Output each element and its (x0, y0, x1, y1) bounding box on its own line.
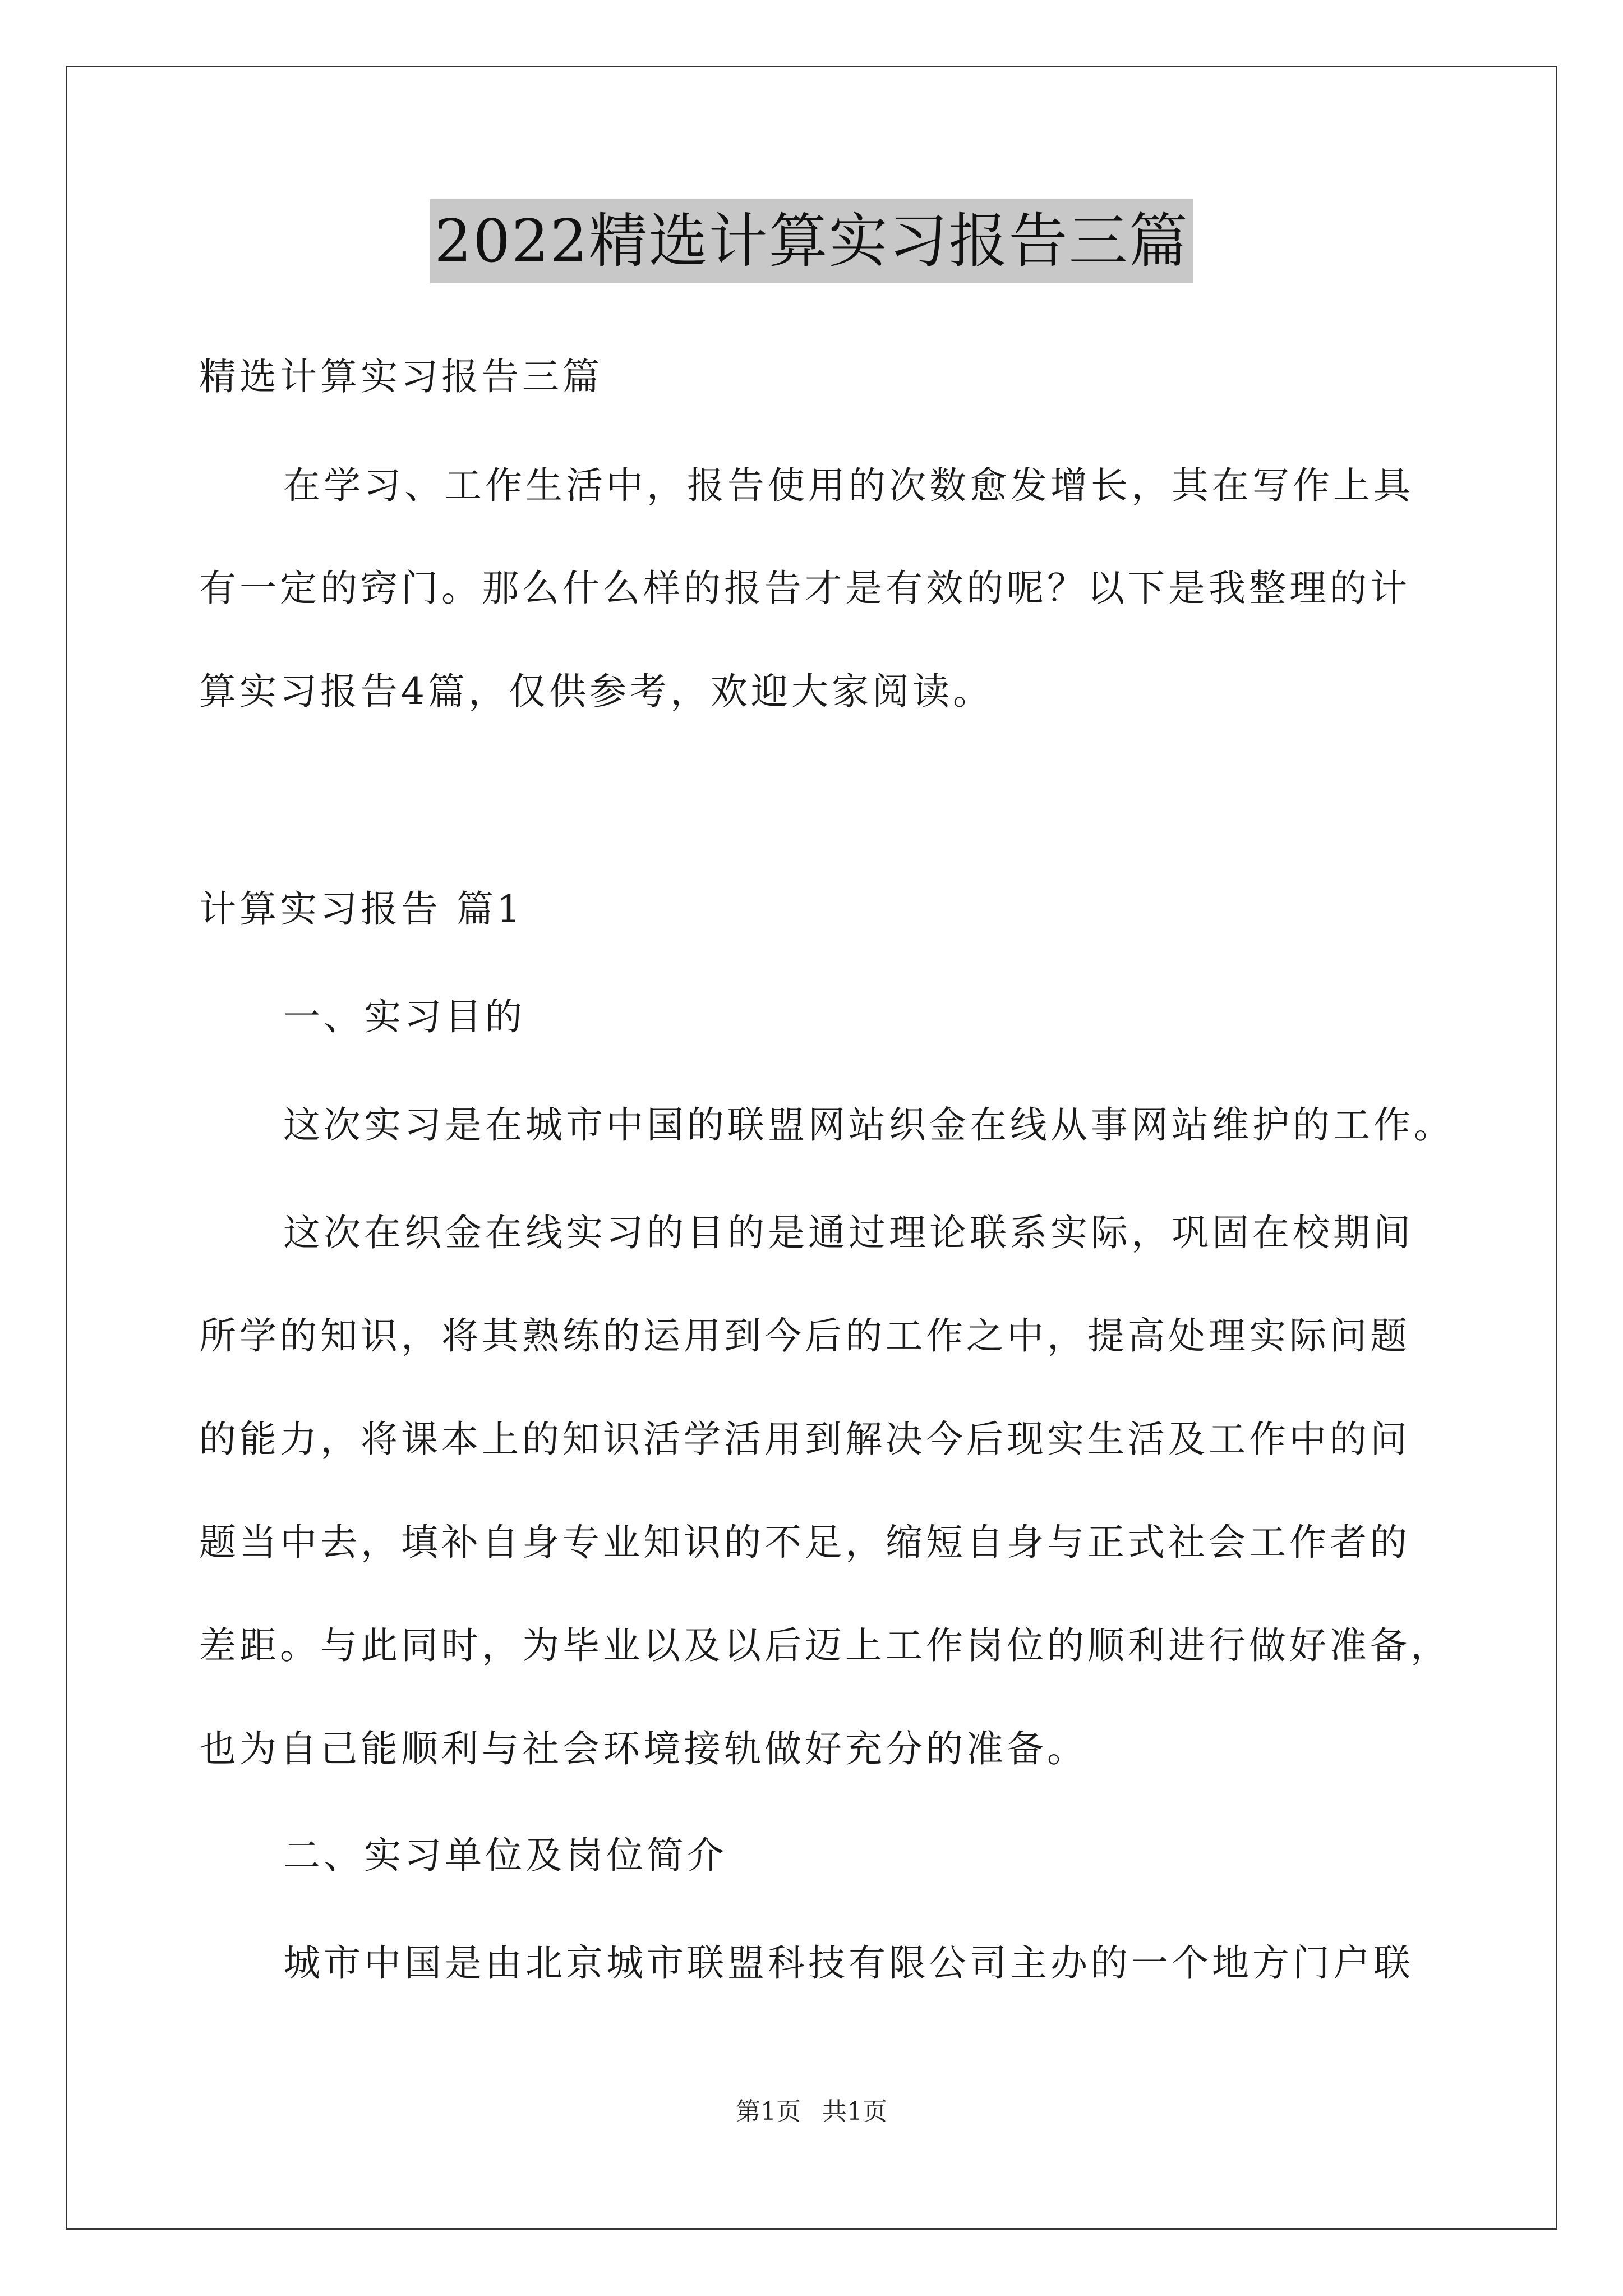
paragraph: 城市中国是由北京城市联盟科技有限公司主办的一个地方门户联 (283, 1941, 1414, 1985)
intro-line: 在学习、工作生活中，报告使用的次数愈发增长，其在写作上具 (283, 464, 1414, 507)
page-number: 第1页 (736, 2097, 801, 2126)
title-container (0, 199, 1623, 283)
section-heading: 计算实习报告 篇1 (199, 887, 524, 931)
document-subtitle: 精选计算实习报告三篇 (199, 355, 603, 398)
paragraph-line: 这次在织金在线实习的目的是通过理论联系实际，巩固在校期间 (283, 1211, 1414, 1254)
paragraph-line: 也为自己能顺利与社会环境接轨做好充分的准备。 (199, 1727, 1087, 1770)
heading-unit: 二、实习单位及岗位简介 (283, 1834, 727, 1877)
page-total: 共1页 (822, 2097, 887, 2126)
paragraph: 这次实习是在城市中国的联盟网站织金在线从事网站维护的工作。 (283, 1103, 1454, 1147)
paragraph-line: 所学的知识，将其熟练的运用到今后的工作之中，提高处理实际问题 (199, 1314, 1410, 1358)
document-title: 2022精选计算实习报告三篇 (430, 199, 1193, 283)
paragraph-line: 差距。与此同时，为毕业以及以后迈上工作岗位的顺利进行做好准备， (199, 1624, 1451, 1667)
intro-line: 有一定的窍门。那么什么样的报告才是有效的呢？以下是我整理的计 (199, 567, 1410, 610)
paragraph-line: 的能力，将课本上的知识活学活用到解决今后现实生活及工作中的问 (199, 1418, 1410, 1461)
heading-purpose: 一、实习目的 (283, 995, 525, 1038)
page-footer (0, 2095, 1623, 2129)
paragraph-line: 题当中去，填补自身专业知识的不足，缩短自身与正式社会工作者的 (199, 1521, 1410, 1564)
intro-line: 算实习报告4篇，仅供参考，欢迎大家阅读。 (199, 670, 993, 713)
